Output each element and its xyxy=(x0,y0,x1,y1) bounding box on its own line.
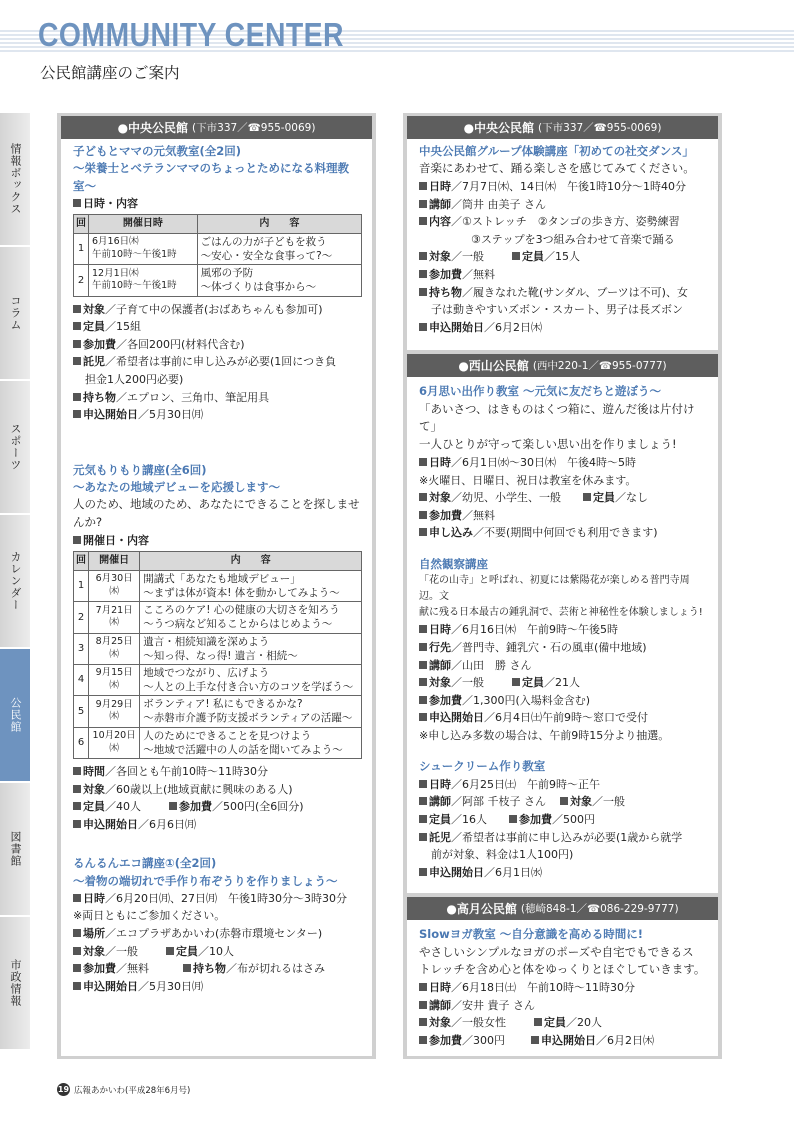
page-title-ja: 公民館講座のご案内 xyxy=(40,64,180,82)
right-column xyxy=(403,113,722,1059)
course-subtitle: 〜あなたの地域デビューを応援します〜 xyxy=(73,479,280,494)
course-nature-observation: 自然観察講座 「花の山寺」と呼ばれ、初夏には紫陽花が楽しめる普門寺周辺。文 献に残る日本最古の鍾乳洞で、芸術と神秘性を体験しましょう! 日時／6月16日㈭ 午前9時〜午後5時 行先／普門寺、鍾乳穴・石の風車(備中地域) 講師／山田 勝 さん 対象／一般 定員／21人 参加費／1,300円(入場料金含む) 申込開始日／6月4日㈯午前9時〜窓口で受付 ※申し込み多数の場合は、午前9時15分より抽選。 xyxy=(419,556,708,744)
table-row: 4 9月15日 ㈭ 地域でつながり、広げよう 〜人との上手な付き合い方のコツを学ぼう〜 xyxy=(74,664,362,695)
course-genki-morimori: 元気もりもり講座(全6回) 〜あなたの地域デビューを応援します〜 人のため、地域のため、あなたにできることを探しませ んか? 開催日・内容 回 開催日 内 容 1 6月30日 ㈭ 開講式「あなたも地域デビュー」 〜まずは体が資本! 体を動かしてみよう〜 2 7月21日 ㈭ こころのケア! 心の健康の大切さを知ろう 〜うつ病など知ることからはじめよう〜 3 8月25日 ㈭ 遺言・相続知識を深めよう 〜知っ得、なっ得! 遺言・相続〜 4 9月15日 ㈭ 地域でつながり、広げよう 〜人との上手な付き合い方のコツを学ぼう〜 5 9月29日 ㈭ ボランティア! 私にもできるかな? 〜赤磐市介護予防支援ボランティアの活躍〜 6 10月20日 ㈭ 人のためにできることを見つけよう 〜地域で活躍中の人の話を聞いてみよう〜 時間／各回とも午前10時〜11時30分 対象／60歳以上(地域貢献に興味のある人) 定員／40人 参加費／500円(全6回分) 申込開始日／6月6日㈪ xyxy=(73,462,362,834)
course-cream-puff: シュークリーム作り教室 日時／6月25日㈯ 午前9時〜正午 講師／阿部 千枝子 さん 対象／一般 定員／16人 参加費／500円 託児／希望者は事前に申し込みが必要(1歳から就学 前が対象、料金は1人100円) 申込開始日／6月1日㈬ xyxy=(419,758,708,881)
left-card xyxy=(61,139,372,1056)
course-title: Slowヨガ教室 〜自分意識を高める時間に! xyxy=(419,927,643,942)
course-subtitle: 〜着物の端切れで手作り布ぞうりを作りましょう〜 xyxy=(73,873,338,888)
course-title: 中央公民館グループ体験講座「初めての社交ダンス」 xyxy=(419,144,694,158)
course-title: シュークリーム作り教室 xyxy=(419,759,546,774)
page-title-en: COMMUNITY CENTER xyxy=(38,16,344,53)
course-runrun-eco: るんるんエコ講座①(全2回) 〜着物の端切れで手作り布ぞうりを作りましょう〜 日時／6月20日㈪、27日㈪ 午後1時30分〜3時30分 ※両日ともにご参加ください。 場所／エコプラザあかいわ(赤磐市環境センター) 対象／一般 定員／10人 参加費／無料 持ち物／布が切れるはさみ 申込開始日／5月30日㈪ xyxy=(73,855,362,995)
tab-calendar[interactable]: カレンダー xyxy=(0,515,30,649)
course-june-memories: 6月思い出作り教室 〜元気に友だちと遊ぼう〜 「あいさつ、はきものはくつ箱に、遊んだ後は片付けて」 一人ひとりが守って楽しい思い出を作りましょう! 日時／6月1日㈬〜30日㈭ 午後4時〜5時 ※火曜日、日曜日、祝日は教室を休みます。 対象／幼児、小学生、一般 定員／なし 参加費／無料 申し込み／不要(期間中何回でも利用できます) xyxy=(419,383,708,542)
page-number: 19 xyxy=(57,1085,70,1094)
table-row: 2 7月21日 ㈭ こころのケア! 心の健康の大切さを知ろう 〜うつ病など知ることからはじめよう〜 xyxy=(74,602,362,633)
course-slow-yoga: Slowヨガ教室 〜自分意識を高める時間に! やさしいシンプルなヨガのポーズや自宅でもできるス トレッチを含め心と体をゆっくりとほぐしていきます。 日時／6月18日㈯ 午前10時〜11時30分 講師／安井 貴子 さん 対象／一般女性 定員／20人 参加費／300円 申込開始日／6月2日㈭ xyxy=(407,920,718,1055)
tab-info-box[interactable]: 情報ボックス xyxy=(0,113,30,247)
tab-sports[interactable]: スポーツ xyxy=(0,381,30,515)
page-footer xyxy=(57,1083,190,1096)
hall-header-takatsuki: ●高月公民館 (穂崎848-1／☎086-229-9777) xyxy=(407,897,718,920)
table-row: 5 9月29日 ㈭ ボランティア! 私にもできるかな? 〜赤磐市介護予防支援ボランティアの活躍〜 xyxy=(74,696,362,727)
left-column xyxy=(57,113,376,1059)
table-row: 1 6月30日 ㈭ 開講式「あなたも地域デビュー」 〜まずは体が資本! 体を動かしてみよう〜 xyxy=(74,570,362,601)
course-subtitle: 〜栄養士とベテランママのちょっとためになる料理教室〜 xyxy=(73,161,349,193)
course-kids-mama: 子どもとママの元気教室(全2回) 〜栄養士とベテランママのちょっとためになる料理教室〜 日時・内容 回 開催日時 内 容 1 6月16日㈭ 午前10時〜午後1時 ごはんの力が子どもを救う 〜安心・安全な食事って?〜 2 12月1日㈭ 午前10時〜午後1時 風邪の予防 〜体づくりは食事から〜 対象／子育て中の保護者(おばあちゃんも参加可) 定員／15組 参加費／各回200円(材料代含む) 託児／希望者は事前に申し込みが必要(1回につき負 担金1人200円必要) 持ち物／エプロン、三角巾、筆記用具 申込開始日／5月30日㈪ xyxy=(73,143,362,424)
tab-city-info[interactable]: 市政情報 xyxy=(0,917,30,1051)
course-title: るんるんエコ講座①(全2回) xyxy=(73,856,217,871)
tab-library[interactable]: 図書館 xyxy=(0,783,30,917)
table-row: 2 12月1日㈭ 午前10時〜午後1時 風邪の予防 〜体づくりは食事から〜 xyxy=(74,265,362,296)
tab-column[interactable]: コラム xyxy=(0,247,30,381)
schedule-table: 回 開催日時 内 容 1 6月16日㈭ 午前10時〜午後1時 ごはんの力が子どもを救う 〜安心・安全な食事って?〜 2 12月1日㈭ 午前10時〜午後1時 風邪の予防 〜体づくりは食事から〜 xyxy=(73,214,362,296)
publication-name: 広報あかいわ(平成28年6月号) xyxy=(74,1085,191,1096)
schedule-table: 回 開催日 内 容 1 6月30日 ㈭ 開講式「あなたも地域デビュー」 〜まずは体が資本! 体を動かしてみよう〜 2 7月21日 ㈭ こころのケア! 心の健康の大切さを知ろう 〜うつ病など知ることからはじめよう〜 3 8月25日 ㈭ 遺言・相続知識を深めよう 〜知っ得、なっ得! 遺言・相続〜 4 9月15日 ㈭ 地域でつながり、広げよう 〜人との上手な付き合い方のコツを学ぼう〜 5 9月29日 ㈭ ボランティア! 私にもできるかな? 〜赤磐市介護予防支援ボランティアの活躍〜 6 10月20日 ㈭ 人のためにできることを見つけよう 〜地域で活躍中の人の話を聞いてみよう〜 xyxy=(73,551,362,759)
nishiyama-card xyxy=(407,377,718,893)
tab-community-center[interactable]: 公民館 xyxy=(0,649,30,783)
course-social-dance: 中央公民館グループ体験講座「初めての社交ダンス」 音楽にあわせて、踊る楽しさを感じてみてください。 日時／7月7日㈭、14日㈭ 午後1時10分〜1時40分 講師／筒井 由美子 さん 内容／①ストレッチ ②タンゴの歩き方、姿勢練習 ③ステップを3つ組み合わせて音楽で踊る 対象／一般 定員／15人 参加費／無料 持ち物／履きなれた靴(サンダル、ブーツは不可)、女 子は動きやすいズボン・スカート、男子は長ズボン 申込開始日／6月2日㈭ xyxy=(407,139,718,350)
course-title: 元気もりもり講座(全6回) xyxy=(73,462,207,477)
table-row: 1 6月16日㈭ 午前10時〜午後1時 ごはんの力が子どもを救う 〜安心・安全な食事って?〜 xyxy=(74,233,362,264)
table-row: 6 10月20日 ㈭ 人のためにできることを見つけよう 〜地域で活躍中の人の話を聞いてみよう〜 xyxy=(74,727,362,758)
schedule-label: 日時・内容 xyxy=(83,196,138,210)
course-title: 自然観察講座 xyxy=(419,557,488,572)
hall-header-chuo: ●中央公民館 (下市337／☎955-0069) xyxy=(61,116,372,139)
course-title: 子どもとママの元気教室(全2回) xyxy=(73,144,242,158)
hall-header-nishiyama: ●西山公民館 (西中220-1／☎955-0777) xyxy=(407,354,718,377)
hall-header-chuo: ●中央公民館 (下市337／☎955-0069) xyxy=(407,116,718,139)
side-tab-strip xyxy=(0,113,30,1051)
course-title: 6月思い出作り教室 〜元気に友だちと遊ぼう〜 xyxy=(419,384,662,399)
schedule-label: 開催日・内容 xyxy=(83,533,149,547)
table-row: 3 8月25日 ㈭ 遺言・相続知識を深めよう 〜知っ得、なっ得! 遺言・相続〜 xyxy=(74,633,362,664)
